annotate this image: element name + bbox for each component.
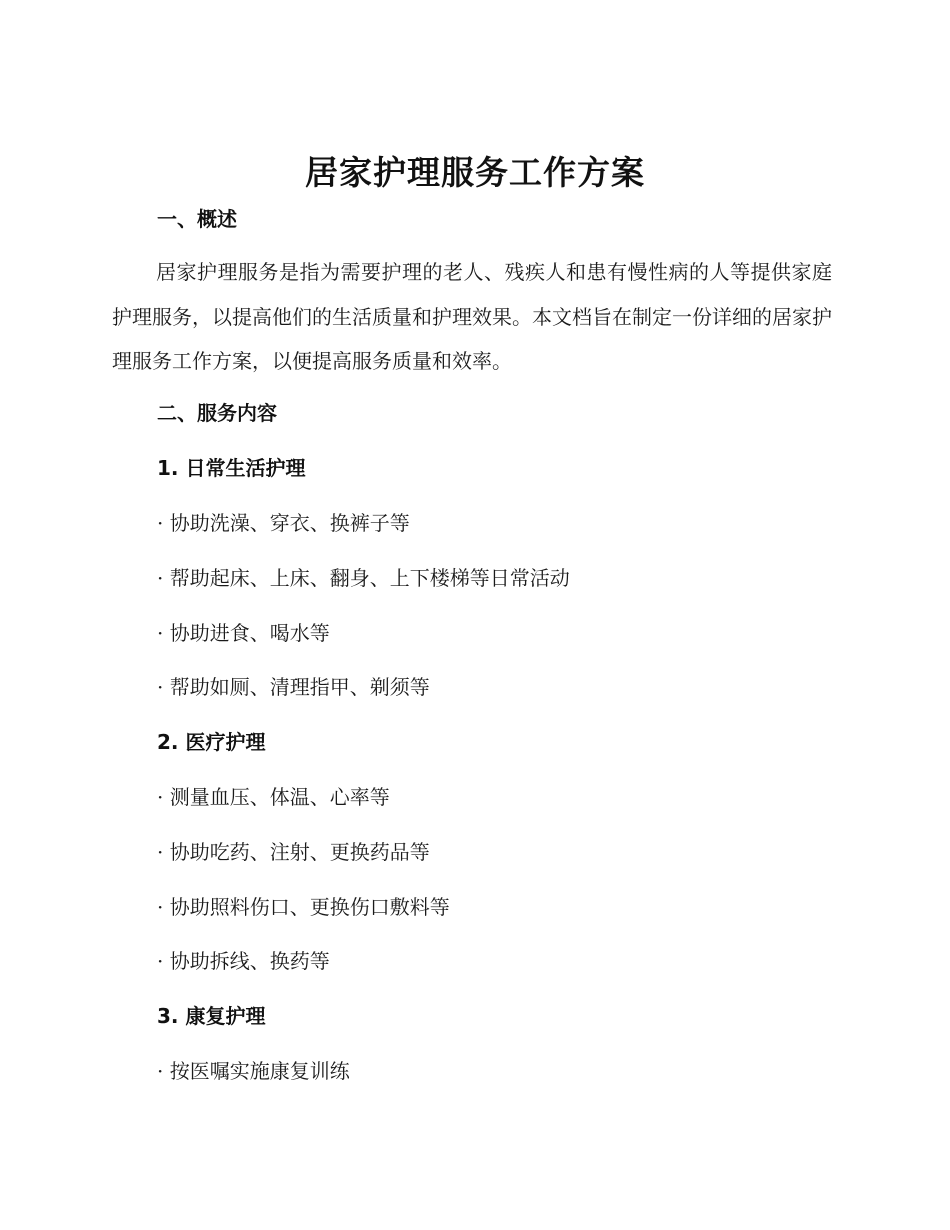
list-item: · 帮助起床、上床、翻身、上下楼梯等日常活动 (157, 566, 570, 590)
list-item: · 协助进食、喝水等 (157, 621, 330, 645)
list-item: · 协助吃药、注射、更换药品等 (157, 840, 430, 864)
subsection-heading-medical-care: 2. 医疗护理 (157, 730, 266, 754)
subsection-heading-daily-care: 1. 日常生活护理 (157, 456, 306, 480)
list-item: · 协助洗澡、穿衣、换裤子等 (157, 511, 410, 535)
list-item: · 按医嘱实施康复训练 (157, 1059, 350, 1083)
section-heading-overview: 一、概述 (157, 207, 237, 231)
overview-paragraph: 居家护理服务是指为需要护理的老人、残疾人和患有慢性病的人等提供家庭护理服务，以提高他们的生活质量和护理效果。本文档旨在制定一份详细的居家护理服务工作方案，以便提高服务质量和效率。 (112, 260, 832, 373)
subsection-heading-rehab-care: 3. 康复护理 (157, 1004, 266, 1028)
list-item: · 协助拆线、换药等 (157, 949, 330, 973)
list-item: · 测量血压、体温、心率等 (157, 785, 390, 809)
document-title: 居家护理服务工作方案 (305, 153, 645, 192)
section-heading-services: 二、服务内容 (157, 401, 277, 425)
list-item: · 帮助如厕、清理指甲、剃须等 (157, 675, 430, 699)
list-item: · 协助照料伤口、更换伤口敷料等 (157, 895, 450, 919)
